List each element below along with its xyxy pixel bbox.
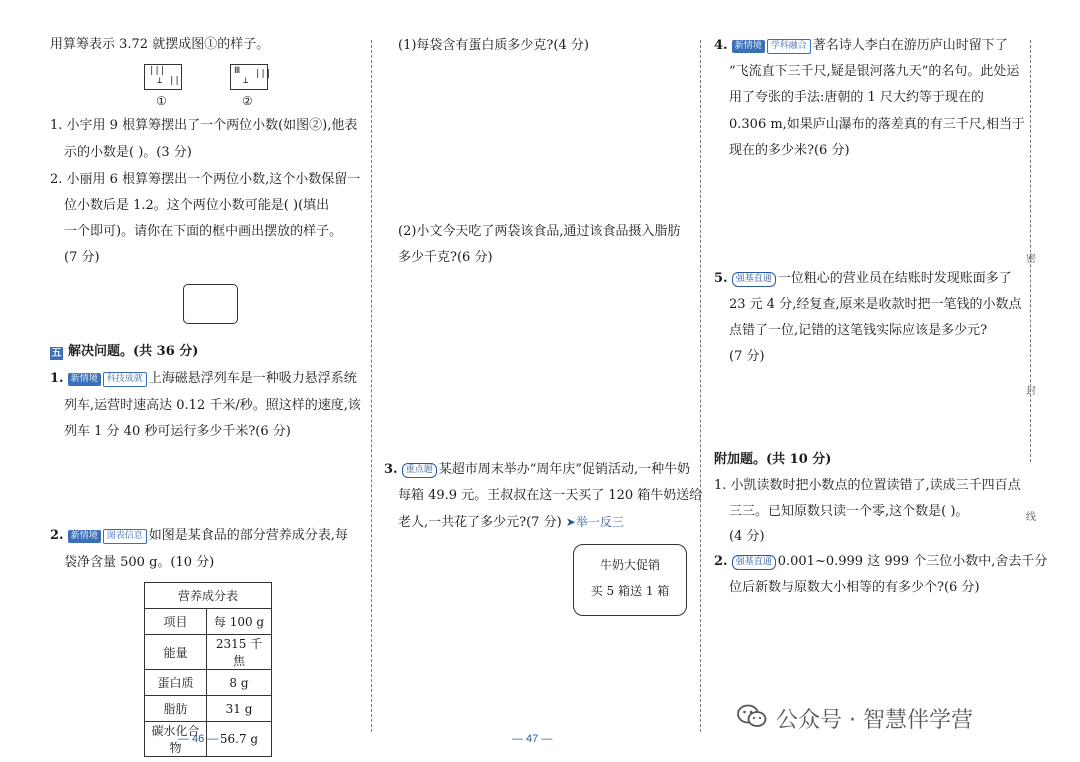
counting-rods-figure-1: ||| ⊥ || [144,64,182,90]
q1-line2: 示的小数是( )。(3 分) [64,145,192,160]
q2-line1: 2. 小丽用 6 根算筹摆出一个两位小数,这个小数保留一 [50,172,361,187]
problem-5-line3: 点错了一位,记错的这笔钱实际应该是多少元? [729,323,988,338]
problem-4-text: 著名诗人李白在游历庐山时留下了 [812,38,1008,53]
table-cell: 每 100 g [207,609,272,635]
problem-2-number: 2. [50,528,64,543]
page-number-left: — 46 — [178,733,219,745]
table-cell: 2315 千焦 [207,635,272,670]
q2-line3: 一个即可)。请你在下面的框中画出摆放的样子。 [64,224,343,239]
problem-5-line2: 23 元 4 分,经复查,原来是收款时把一笔钱的小数点 [729,297,1022,312]
problem-2-text: 如图是某食品的部分营养成分表,每 [148,528,348,543]
intro-text: 用算筹表示 3.72 就摆成图①的样子。 [50,37,270,52]
problem-5-text: 一位粗心的营业员在结账时发现账面多了 [777,271,1012,286]
binding-char-line: 线 [1026,512,1036,523]
counting-rods-figure-2: Ⅲ ⊥ ||| [230,64,268,90]
nutrition-table [144,582,272,757]
problem-4-number: 4. [714,38,728,53]
wechat-icon [737,703,767,733]
promotion-poster [573,544,687,616]
binding-char-close: 封 [1026,386,1036,397]
section-title: 解决问题。(共 36 分) [68,344,199,359]
table-row [145,635,272,670]
table-row [145,670,272,696]
foundation-tag: 强基直通 [732,272,776,287]
problem-1-line1 [50,370,357,388]
bonus-2-line2: 位后新数与原数大小相等的有多少个?(6 分) [729,580,980,595]
table-row [145,696,272,722]
problem-3-line2: 每箱 49.9 元。王叔叔在这一天买了 120 箱牛奶送给 [398,488,703,503]
table-title: 营养成分表 [145,583,272,609]
promo-offer: 买 5 箱送 1 箱 [590,584,670,598]
column-divider [371,40,372,732]
problem-4-line4: 0.306 m,如果庐山瀑布的落差真的有三千尺,相当于 [729,117,1025,132]
table-cell: 能量 [145,635,207,670]
problem-2-line2: 袋净含量 500 g。(10 分) [64,555,215,570]
drawing-box[interactable] [183,284,238,324]
problem-3-line3 [398,513,624,532]
table-title-row [145,583,272,609]
problem-1-line2: 列车,运营时速高达 0.12 千米/秒。照这样的速度,该 [64,398,361,413]
table-cell: 蛋白质 [145,670,207,696]
problem-5-line4: (7 分) [729,349,765,364]
problem-5-number: 5. [714,271,728,286]
promo-title: 牛奶大促销 [599,558,660,572]
table-cell: 8 g [207,670,272,696]
table-cell: 碳水化合物 [145,722,207,757]
interdisciplinary-tag: 学科融合 [767,39,811,54]
problem-3-line1 [384,461,690,479]
tech-tag: 科技成就 [103,372,147,387]
q2-line2: 位小数后是 1.2。这个两位小数可能是( )(填出 [64,198,330,213]
table-cell: 项目 [145,609,207,635]
chart-info-tag: 图表信息 [103,529,147,544]
foundation-tag: 强基直通 [732,555,776,570]
table-row [145,609,272,635]
related-practice-link[interactable]: ➤举一反三 [565,515,624,529]
binding-char-seal: 密 [1026,254,1036,265]
table-cell: 31 g [207,696,272,722]
section-heading [50,343,198,361]
bonus-1-line1: 1. 小凯读数时把小数点的位置读错了,读成三千四百点 [714,478,1021,493]
q2-line4: (7 分) [64,250,100,265]
problem-5-line1 [714,270,1012,288]
problem-4-line1 [714,37,1008,55]
section-number: 五 [51,348,62,359]
problem-4-line5: 现在的多少米?(6 分) [729,143,850,158]
bonus-2-line1 [714,553,1047,571]
column-divider [700,40,701,732]
key-question-tag: 重点题 [402,463,437,478]
new-context-tag: 新情境 [68,530,101,543]
table-cell: 56.7 g [207,722,272,757]
problem-4-line3: 用了夸张的手法:唐朝的 1 尺大约等于现在的 [729,90,984,105]
problem-1-number: 1. [50,371,64,386]
new-context-tag: 新情境 [732,40,765,53]
bonus-1-line3: (4 分) [729,529,765,544]
bonus-section-title: 附加题。(共 10 分) [714,452,832,467]
problem-3-text-3: 老人,一共花了多少元?(7 分) [398,515,562,530]
subquestion-2-line2: 多少千克?(6 分) [398,250,493,265]
figure-2-label: ② [242,94,253,108]
subquestion-1: (1)每袋含有蛋白质多少克?(4 分) [398,38,589,53]
problem-1-line3: 列车 1 分 40 秒可运行多少千米?(6 分) [64,424,291,439]
q1-line1: 1. 小宇用 9 根算筹摆出了一个两位小数(如图②),他表 [50,118,358,133]
page-number-middle: — 47 — [512,733,553,745]
problem-3-number: 3. [384,462,398,477]
figure-1-label: ① [156,94,167,108]
problem-4-line2: “飞流直下三千尺,疑是银河落九天”的名句。此处运 [729,64,1020,79]
bonus-2-text: 0.001~0.999 这 999 个三位小数中,舍去千分 [777,554,1048,569]
new-context-tag: 新情境 [68,373,101,386]
bonus-2-number: 2. [714,554,728,569]
problem-1-text: 上海磁悬浮列车是一种吸力悬浮系统 [148,371,357,386]
watermark-text: 公众号 · 智慧伴学营 [776,708,973,733]
subquestion-2-line1: (2)小文今天吃了两袋该食品,通过该食品摄入脂肪 [398,224,681,239]
problem-3-text: 某超市周末举办“周年庆”促销活动,一种牛奶 [438,462,691,477]
bonus-1-line2: 三三。已知原数只读一个零,这个数是( )。 [729,504,969,519]
problem-2-line1 [50,527,348,545]
table-cell: 脂肪 [145,696,207,722]
